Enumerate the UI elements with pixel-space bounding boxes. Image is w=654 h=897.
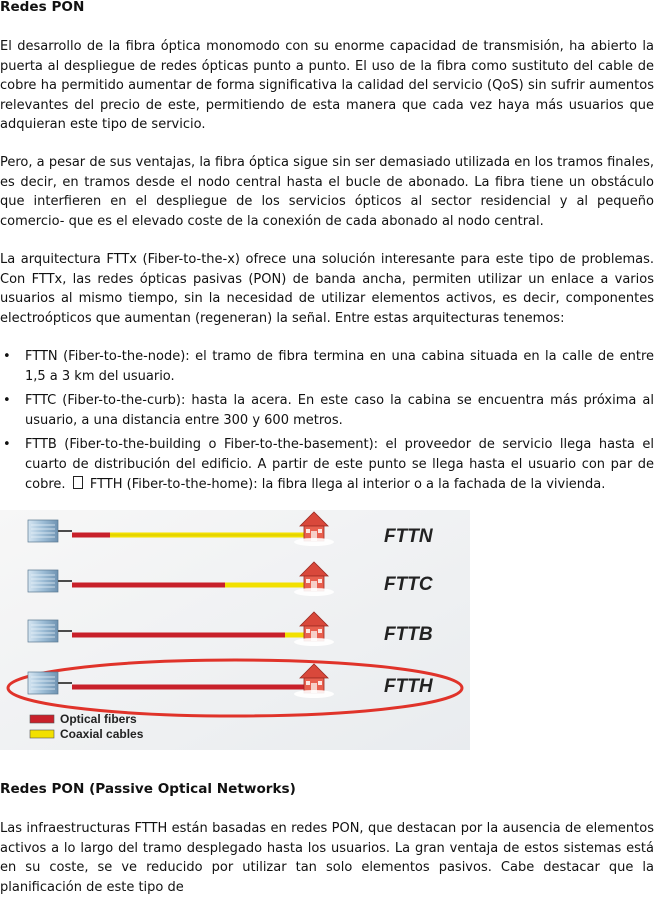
central-office-icon <box>28 672 58 694</box>
paragraph-intro: El desarrollo de la fibra óptica monomodo con su enorme capacidad de transmisión, ha abierto la puerta al despliegue de redes ópticas punto a punto. El uso de la fibra como sustituto del cable de cobre ha permitido aumentar de forma significativa la calidad del servicio (QoS) sin sufrir aumentos relevantes del precio de este, permitiendo de esta manera que cada vez haya más usuarios que adquieran este tipo de servicio. <box>0 39 654 133</box>
section-title: Redes PON <box>0 0 85 15</box>
list-item <box>0 391 654 430</box>
bullet-text: FTTC (Fiber-to-the-curb): hasta la acera. En este caso la cabina se encuentra más próxima al usuario, a una distancia entre 300 y 600 metros. <box>25 393 654 428</box>
paragraph-fttx: La arquitectura FTTx (Fiber-to-the-x) ofrece una solución interesante para este tipo de problemas. Con FTTx, las redes ópticas pasivas (PON) de banda ancha, permiten utilizar un enlace a varios usuarios al mismo tiempo, sin la necesidad de utilizar elementos activos, es decir, componentes electroópticos que aumentan (regeneran) la señal. Entre estas arquitecturas tenemos: <box>0 252 654 326</box>
central-office-icon <box>28 620 58 642</box>
bullet-icon: • <box>3 393 11 409</box>
missing-glyph-icon <box>73 476 83 489</box>
legend-label-fiber: Optical fibers <box>60 712 137 726</box>
list-item <box>0 435 654 494</box>
row-label-fttb: FTTB <box>384 624 433 645</box>
paragraph-last-mile: Pero, a pesar de sus ventajas, la fibra óptica sigue sin ser demasiado utilizada en los tramos finales, es decir, en tramos desde el nodo central hasta el bucle de abonado. La fibra tiene un obstáculo que interfieren en el despliegue de los servicios ópticos al sector residencial y al pequeño comercio- que es el elevado coste de la conexión de cada abonado al nodo central. <box>0 155 654 229</box>
central-office-icon <box>28 570 58 592</box>
bullet-text: FTTN (Fiber-to-the-node): el tramo de fibra termina en una cabina situada en la calle de entre 1,5 a 3 km del usuario. <box>25 349 654 384</box>
row-label-ftth: FTTH <box>384 676 433 697</box>
legend-label-coax: Coaxial cables <box>60 727 144 741</box>
row-label-fttc: FTTC <box>384 574 433 595</box>
row-label-fttn: FTTN <box>384 526 433 547</box>
legend-swatch-coax <box>30 730 54 738</box>
fttx-bullet-list <box>0 347 654 499</box>
bullet-icon: • <box>3 437 11 453</box>
legend-swatch-fiber <box>30 715 54 723</box>
section-title-pon: Redes PON (Passive Optical Networks) <box>0 781 296 797</box>
list-item <box>0 347 654 386</box>
fttx-diagram <box>0 510 470 750</box>
paragraph-ftth-pon: Las infraestructuras FTTH están basadas en redes PON, que destacan por la ausencia de elementos activos a lo largo del tramo desplegado hasta los usuarios. La gran ventaja de estos sistemas está en su coste, se ve reducido por utilizar tan solo elementos pasivos. Cabe destacar que la planificación de este tipo de <box>0 821 654 895</box>
bullet-icon: • <box>3 349 11 364</box>
bullet-text: FTTB (Fiber-to-the-building o Fiber-to-the-basement): el proveedor de servicio llega hasta el cuarto de distribución del edificio. A partir de este punto se llega hasta el usuario con par de cobre. <box>25 437 654 492</box>
central-office-icon <box>28 520 58 542</box>
bullet-text-ftth: FTTH (Fiber-to-the-home): la fibra llega al interior o a la fachada de la vivienda. <box>89 476 606 492</box>
